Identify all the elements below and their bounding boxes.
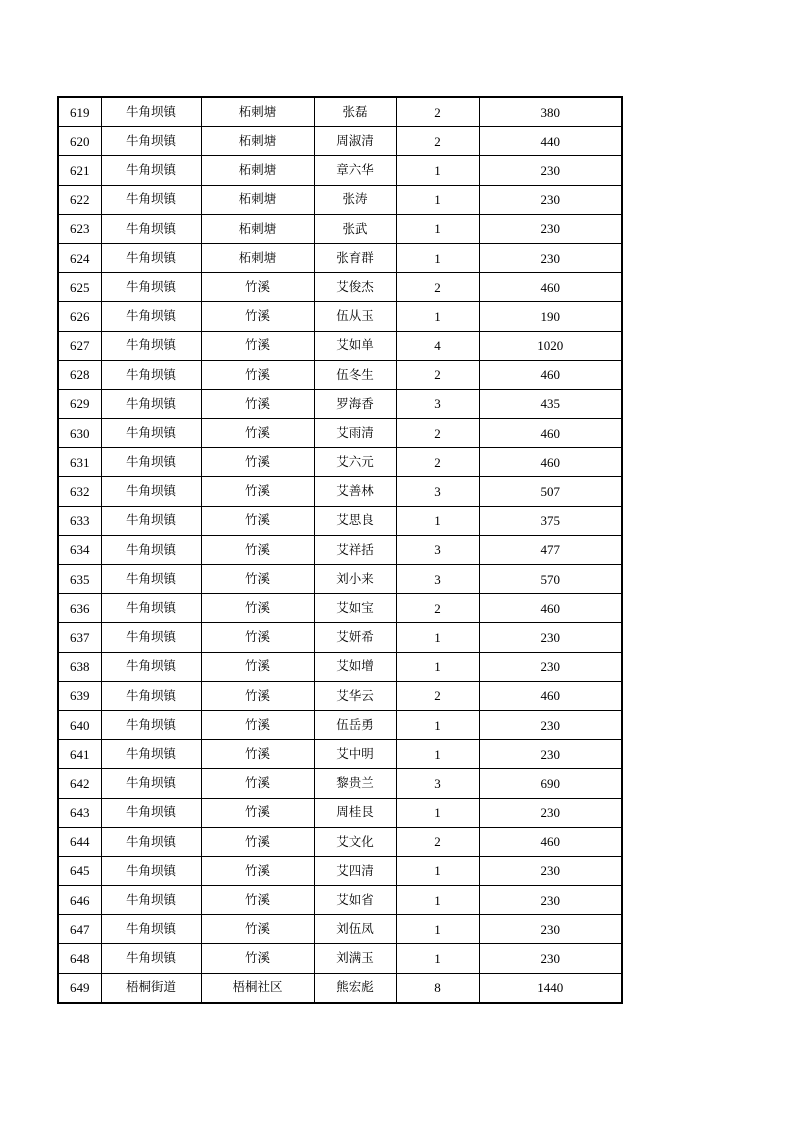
village-cell: 柘刺塘 xyxy=(201,97,314,127)
village-cell: 竹溪 xyxy=(201,477,314,506)
household-size-cell: 1 xyxy=(396,740,479,769)
amount-cell: 380 xyxy=(479,97,622,127)
household-size-cell: 2 xyxy=(396,273,479,302)
amount-cell: 230 xyxy=(479,243,622,272)
household-size-cell: 3 xyxy=(396,769,479,798)
row-number-cell: 640 xyxy=(58,710,101,739)
name-cell: 艾妍希 xyxy=(314,623,396,652)
town-cell: 牛角坝镇 xyxy=(101,506,201,535)
town-cell: 牛角坝镇 xyxy=(101,623,201,652)
village-cell: 竹溪 xyxy=(201,594,314,623)
name-cell: 周淑清 xyxy=(314,127,396,156)
amount-cell: 460 xyxy=(479,360,622,389)
table-row xyxy=(58,273,622,302)
town-cell: 牛角坝镇 xyxy=(101,389,201,418)
town-cell: 牛角坝镇 xyxy=(101,185,201,214)
table-row xyxy=(58,477,622,506)
table-row xyxy=(58,302,622,331)
village-cell: 竹溪 xyxy=(201,769,314,798)
village-cell: 竹溪 xyxy=(201,710,314,739)
name-cell: 艾雨清 xyxy=(314,419,396,448)
amount-cell: 477 xyxy=(479,535,622,564)
village-cell: 竹溪 xyxy=(201,565,314,594)
roster-table-body xyxy=(58,97,622,1003)
name-cell: 章六华 xyxy=(314,156,396,185)
village-cell: 竹溪 xyxy=(201,302,314,331)
table-row xyxy=(58,681,622,710)
table-row xyxy=(58,506,622,535)
town-cell: 牛角坝镇 xyxy=(101,477,201,506)
table-row xyxy=(58,214,622,243)
amount-cell: 230 xyxy=(479,214,622,243)
name-cell: 周桂艮 xyxy=(314,798,396,827)
name-cell: 艾中明 xyxy=(314,740,396,769)
name-cell: 刘伍凤 xyxy=(314,915,396,944)
town-cell: 牛角坝镇 xyxy=(101,97,201,127)
village-cell: 柘刺塘 xyxy=(201,243,314,272)
table-row xyxy=(58,623,622,652)
name-cell: 张育群 xyxy=(314,243,396,272)
village-cell: 竹溪 xyxy=(201,886,314,915)
row-number-cell: 638 xyxy=(58,652,101,681)
table-row xyxy=(58,535,622,564)
table-row xyxy=(58,565,622,594)
town-cell: 牛角坝镇 xyxy=(101,915,201,944)
name-cell: 熊宏彪 xyxy=(314,973,396,1003)
row-number-cell: 646 xyxy=(58,886,101,915)
household-size-cell: 8 xyxy=(396,973,479,1003)
amount-cell: 435 xyxy=(479,389,622,418)
table-row xyxy=(58,652,622,681)
row-number-cell: 630 xyxy=(58,419,101,448)
spreadsheet-page xyxy=(57,96,621,1004)
name-cell: 张武 xyxy=(314,214,396,243)
town-cell: 牛角坝镇 xyxy=(101,302,201,331)
town-cell: 牛角坝镇 xyxy=(101,214,201,243)
household-size-cell: 1 xyxy=(396,506,479,535)
household-size-cell: 1 xyxy=(396,944,479,973)
name-cell: 艾如单 xyxy=(314,331,396,360)
amount-cell: 230 xyxy=(479,623,622,652)
village-cell: 竹溪 xyxy=(201,273,314,302)
village-cell: 竹溪 xyxy=(201,856,314,885)
table-row xyxy=(58,740,622,769)
table-row xyxy=(58,973,622,1003)
name-cell: 艾祥括 xyxy=(314,535,396,564)
table-row xyxy=(58,827,622,856)
household-size-cell: 3 xyxy=(396,389,479,418)
village-cell: 竹溪 xyxy=(201,419,314,448)
row-number-cell: 641 xyxy=(58,740,101,769)
household-size-cell: 2 xyxy=(396,360,479,389)
household-size-cell: 2 xyxy=(396,827,479,856)
row-number-cell: 636 xyxy=(58,594,101,623)
town-cell: 牛角坝镇 xyxy=(101,769,201,798)
village-cell: 竹溪 xyxy=(201,331,314,360)
household-size-cell: 1 xyxy=(396,214,479,243)
household-size-cell: 1 xyxy=(396,185,479,214)
amount-cell: 230 xyxy=(479,798,622,827)
row-number-cell: 622 xyxy=(58,185,101,214)
name-cell: 刘满玉 xyxy=(314,944,396,973)
amount-cell: 230 xyxy=(479,710,622,739)
roster-table xyxy=(57,96,623,1004)
name-cell: 艾华云 xyxy=(314,681,396,710)
household-size-cell: 2 xyxy=(396,594,479,623)
town-cell: 牛角坝镇 xyxy=(101,535,201,564)
table-row xyxy=(58,798,622,827)
town-cell: 牛角坝镇 xyxy=(101,944,201,973)
town-cell: 牛角坝镇 xyxy=(101,740,201,769)
household-size-cell: 2 xyxy=(396,681,479,710)
table-row xyxy=(58,856,622,885)
row-number-cell: 642 xyxy=(58,769,101,798)
amount-cell: 230 xyxy=(479,886,622,915)
row-number-cell: 647 xyxy=(58,915,101,944)
amount-cell: 690 xyxy=(479,769,622,798)
table-row xyxy=(58,331,622,360)
row-number-cell: 620 xyxy=(58,127,101,156)
household-size-cell: 1 xyxy=(396,623,479,652)
name-cell: 艾如省 xyxy=(314,886,396,915)
household-size-cell: 1 xyxy=(396,856,479,885)
amount-cell: 190 xyxy=(479,302,622,331)
amount-cell: 1020 xyxy=(479,331,622,360)
amount-cell: 460 xyxy=(479,827,622,856)
row-number-cell: 633 xyxy=(58,506,101,535)
table-row xyxy=(58,156,622,185)
table-row xyxy=(58,594,622,623)
town-cell: 牛角坝镇 xyxy=(101,594,201,623)
amount-cell: 230 xyxy=(479,944,622,973)
town-cell: 牛角坝镇 xyxy=(101,565,201,594)
town-cell: 牛角坝镇 xyxy=(101,856,201,885)
name-cell: 罗海香 xyxy=(314,389,396,418)
household-size-cell: 1 xyxy=(396,156,479,185)
table-row xyxy=(58,710,622,739)
village-cell: 柘刺塘 xyxy=(201,185,314,214)
town-cell: 牛角坝镇 xyxy=(101,156,201,185)
row-number-cell: 624 xyxy=(58,243,101,272)
table-row xyxy=(58,944,622,973)
town-cell: 牛角坝镇 xyxy=(101,273,201,302)
table-row xyxy=(58,419,622,448)
village-cell: 柘刺塘 xyxy=(201,156,314,185)
town-cell: 牛角坝镇 xyxy=(101,419,201,448)
name-cell: 艾如宝 xyxy=(314,594,396,623)
table-row xyxy=(58,127,622,156)
name-cell: 艾俊杰 xyxy=(314,273,396,302)
row-number-cell: 648 xyxy=(58,944,101,973)
household-size-cell: 2 xyxy=(396,419,479,448)
name-cell: 刘小来 xyxy=(314,565,396,594)
village-cell: 竹溪 xyxy=(201,535,314,564)
table-row xyxy=(58,185,622,214)
row-number-cell: 637 xyxy=(58,623,101,652)
household-size-cell: 2 xyxy=(396,448,479,477)
village-cell: 柘刺塘 xyxy=(201,127,314,156)
name-cell: 艾善林 xyxy=(314,477,396,506)
row-number-cell: 627 xyxy=(58,331,101,360)
name-cell: 伍从玉 xyxy=(314,302,396,331)
village-cell: 竹溪 xyxy=(201,506,314,535)
name-cell: 艾思良 xyxy=(314,506,396,535)
amount-cell: 570 xyxy=(479,565,622,594)
row-number-cell: 643 xyxy=(58,798,101,827)
town-cell: 牛角坝镇 xyxy=(101,798,201,827)
town-cell: 牛角坝镇 xyxy=(101,243,201,272)
name-cell: 艾如增 xyxy=(314,652,396,681)
amount-cell: 230 xyxy=(479,915,622,944)
town-cell: 牛角坝镇 xyxy=(101,886,201,915)
row-number-cell: 635 xyxy=(58,565,101,594)
table-row xyxy=(58,915,622,944)
row-number-cell: 632 xyxy=(58,477,101,506)
name-cell: 艾四清 xyxy=(314,856,396,885)
village-cell: 柘刺塘 xyxy=(201,214,314,243)
household-size-cell: 1 xyxy=(396,652,479,681)
household-size-cell: 3 xyxy=(396,565,479,594)
amount-cell: 230 xyxy=(479,185,622,214)
amount-cell: 230 xyxy=(479,856,622,885)
village-cell: 竹溪 xyxy=(201,944,314,973)
village-cell: 竹溪 xyxy=(201,798,314,827)
amount-cell: 507 xyxy=(479,477,622,506)
amount-cell: 460 xyxy=(479,594,622,623)
row-number-cell: 625 xyxy=(58,273,101,302)
amount-cell: 460 xyxy=(479,448,622,477)
amount-cell: 440 xyxy=(479,127,622,156)
row-number-cell: 629 xyxy=(58,389,101,418)
village-cell: 竹溪 xyxy=(201,652,314,681)
town-cell: 牛角坝镇 xyxy=(101,652,201,681)
household-size-cell: 2 xyxy=(396,97,479,127)
name-cell: 张磊 xyxy=(314,97,396,127)
table-row xyxy=(58,448,622,477)
village-cell: 竹溪 xyxy=(201,389,314,418)
table-row xyxy=(58,243,622,272)
name-cell: 张涛 xyxy=(314,185,396,214)
town-cell: 牛角坝镇 xyxy=(101,360,201,389)
town-cell: 牛角坝镇 xyxy=(101,827,201,856)
row-number-cell: 628 xyxy=(58,360,101,389)
household-size-cell: 3 xyxy=(396,535,479,564)
town-cell: 牛角坝镇 xyxy=(101,331,201,360)
name-cell: 伍岳勇 xyxy=(314,710,396,739)
name-cell: 伍冬生 xyxy=(314,360,396,389)
row-number-cell: 619 xyxy=(58,97,101,127)
row-number-cell: 639 xyxy=(58,681,101,710)
village-cell: 竹溪 xyxy=(201,681,314,710)
amount-cell: 1440 xyxy=(479,973,622,1003)
village-cell: 竹溪 xyxy=(201,360,314,389)
row-number-cell: 649 xyxy=(58,973,101,1003)
row-number-cell: 623 xyxy=(58,214,101,243)
name-cell: 艾文化 xyxy=(314,827,396,856)
village-cell: 梧桐社区 xyxy=(201,973,314,1003)
row-number-cell: 621 xyxy=(58,156,101,185)
town-cell: 牛角坝镇 xyxy=(101,448,201,477)
table-row xyxy=(58,360,622,389)
village-cell: 竹溪 xyxy=(201,740,314,769)
town-cell: 牛角坝镇 xyxy=(101,681,201,710)
household-size-cell: 1 xyxy=(396,798,479,827)
row-number-cell: 644 xyxy=(58,827,101,856)
name-cell: 黎贵兰 xyxy=(314,769,396,798)
village-cell: 竹溪 xyxy=(201,448,314,477)
household-size-cell: 1 xyxy=(396,302,479,331)
village-cell: 竹溪 xyxy=(201,915,314,944)
row-number-cell: 645 xyxy=(58,856,101,885)
name-cell: 艾六元 xyxy=(314,448,396,477)
town-cell: 梧桐街道 xyxy=(101,973,201,1003)
household-size-cell: 2 xyxy=(396,127,479,156)
row-number-cell: 631 xyxy=(58,448,101,477)
amount-cell: 375 xyxy=(479,506,622,535)
amount-cell: 460 xyxy=(479,681,622,710)
town-cell: 牛角坝镇 xyxy=(101,127,201,156)
table-row xyxy=(58,97,622,127)
table-row xyxy=(58,389,622,418)
amount-cell: 230 xyxy=(479,156,622,185)
household-size-cell: 1 xyxy=(396,886,479,915)
household-size-cell: 4 xyxy=(396,331,479,360)
amount-cell: 230 xyxy=(479,740,622,769)
village-cell: 竹溪 xyxy=(201,827,314,856)
amount-cell: 460 xyxy=(479,273,622,302)
row-number-cell: 634 xyxy=(58,535,101,564)
row-number-cell: 626 xyxy=(58,302,101,331)
household-size-cell: 1 xyxy=(396,915,479,944)
household-size-cell: 3 xyxy=(396,477,479,506)
household-size-cell: 1 xyxy=(396,243,479,272)
household-size-cell: 1 xyxy=(396,710,479,739)
amount-cell: 460 xyxy=(479,419,622,448)
village-cell: 竹溪 xyxy=(201,623,314,652)
table-row xyxy=(58,886,622,915)
amount-cell: 230 xyxy=(479,652,622,681)
table-row xyxy=(58,769,622,798)
town-cell: 牛角坝镇 xyxy=(101,710,201,739)
